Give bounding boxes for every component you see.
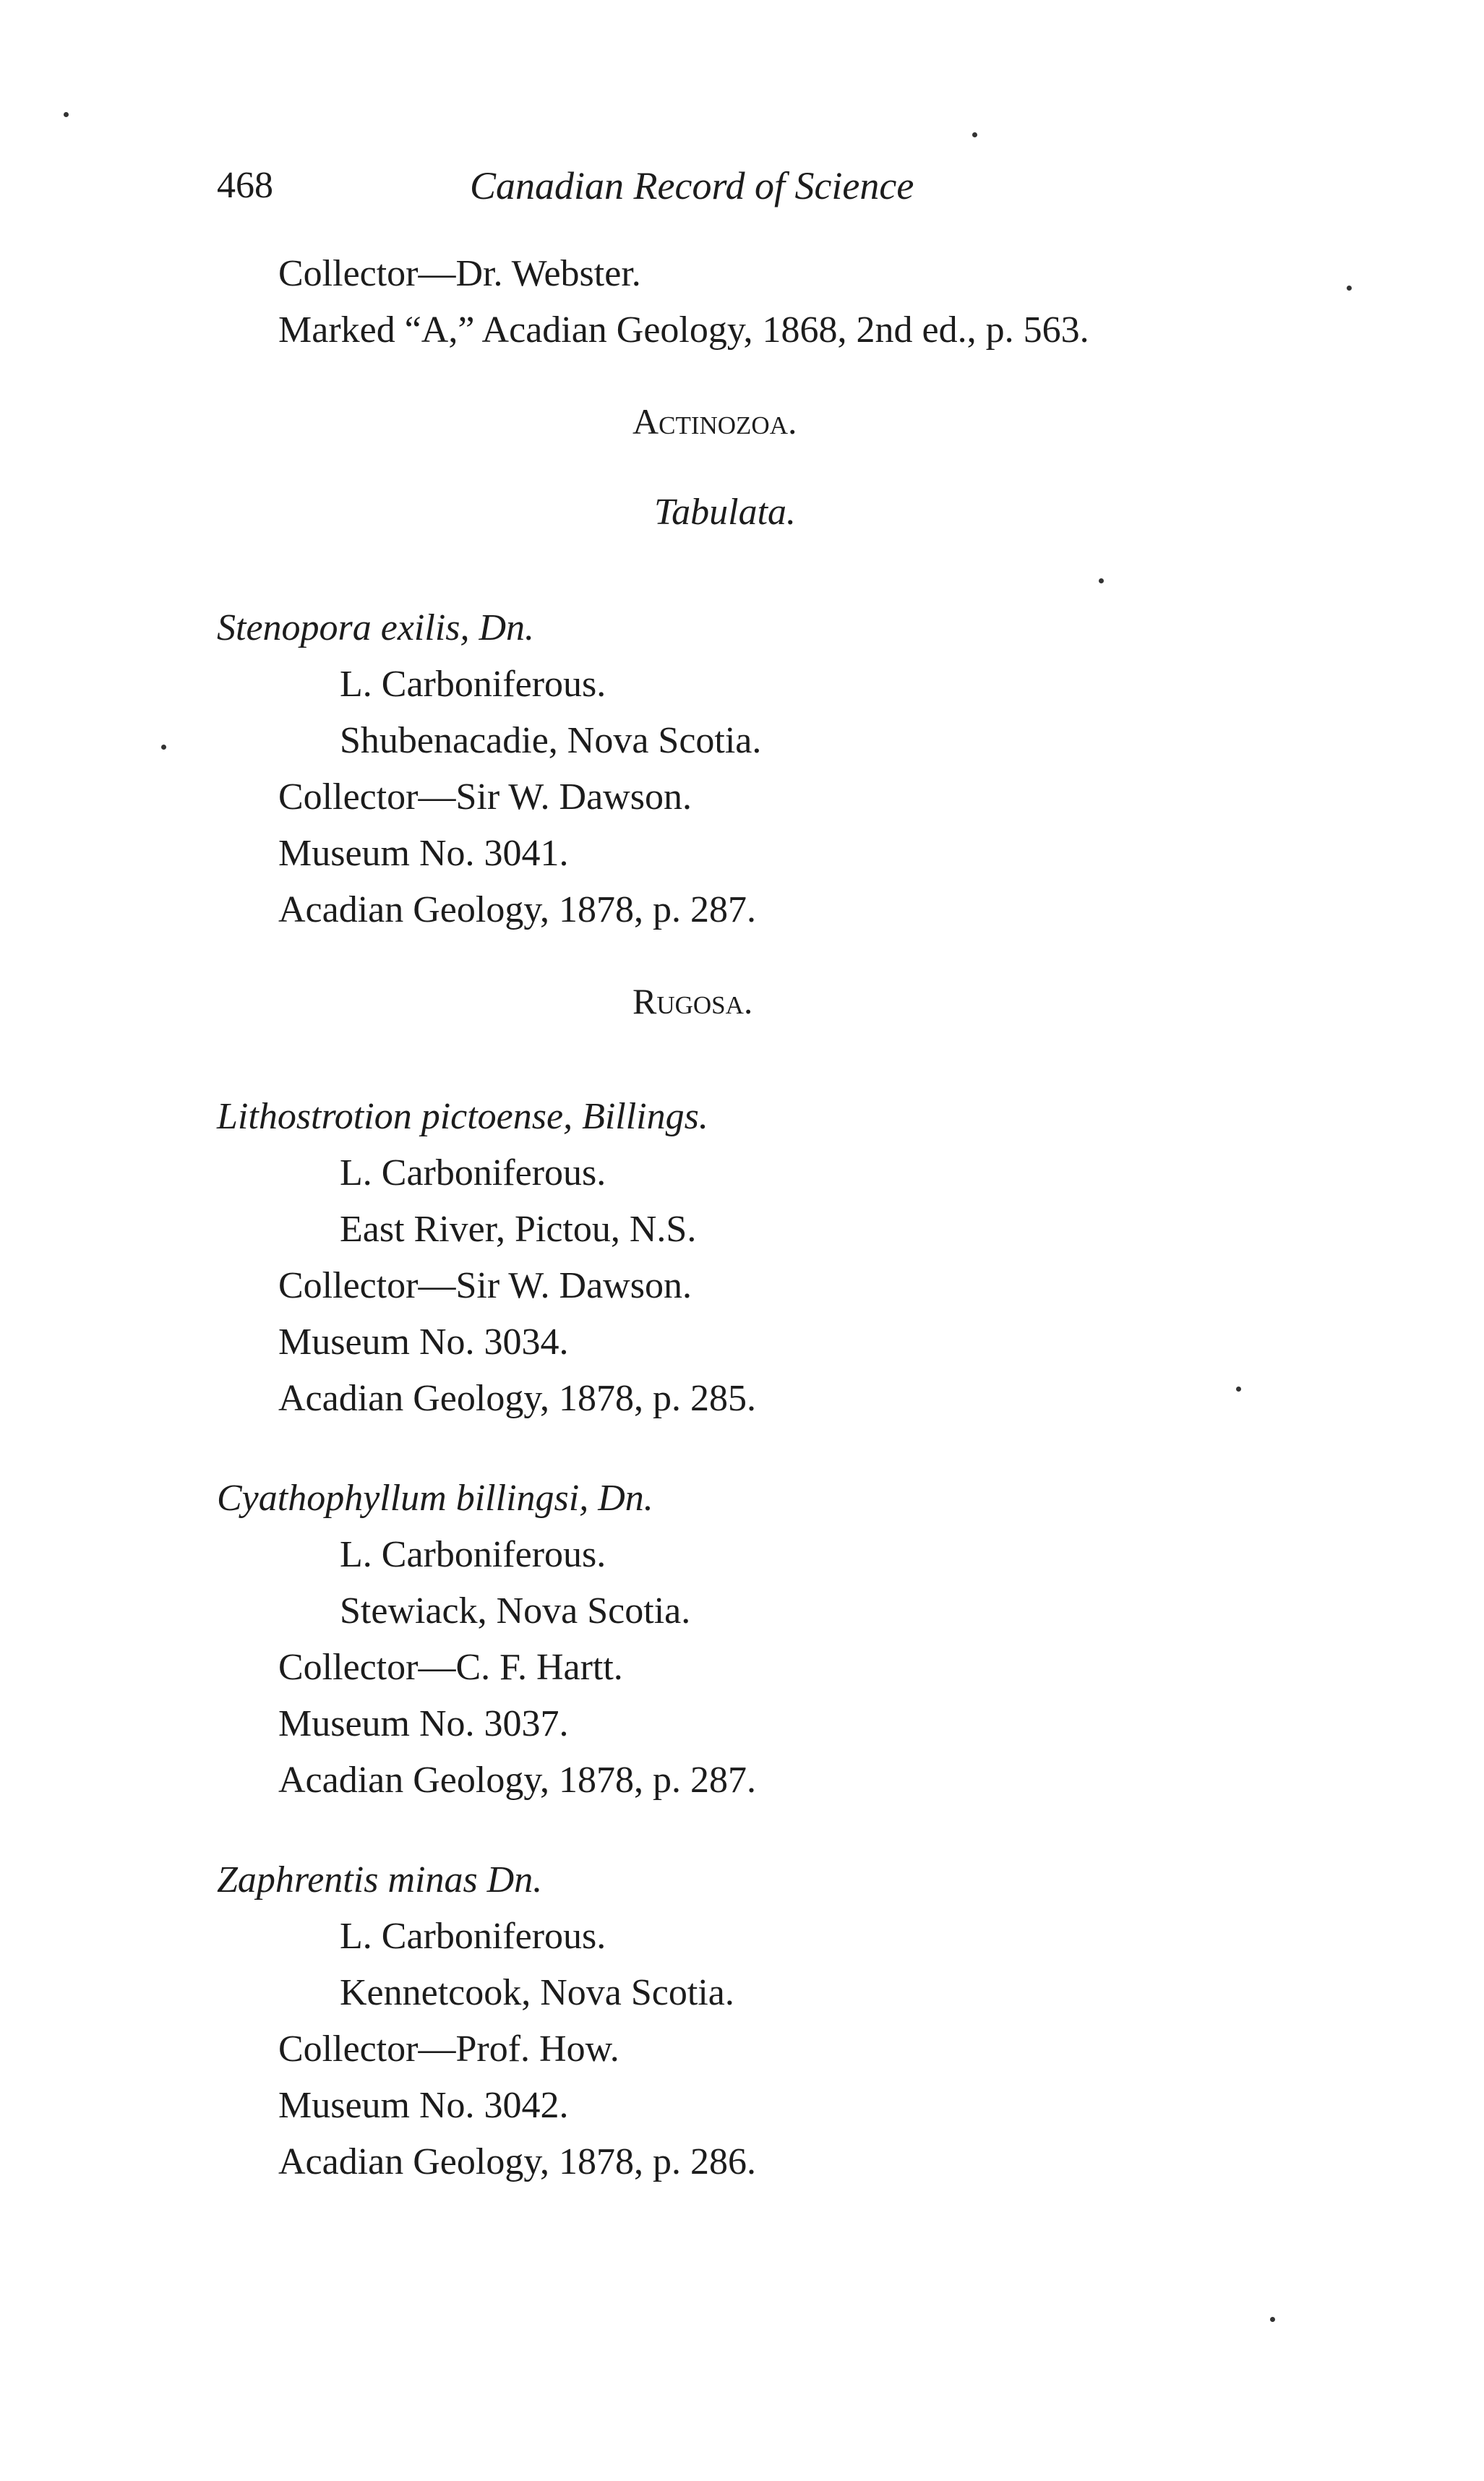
formation-line: L. Carboniferous. <box>340 1152 606 1194</box>
scan-speck <box>64 112 69 117</box>
scan-speck <box>972 132 977 137</box>
scan-speck <box>1099 578 1104 583</box>
section-heading-rugosa: Rugosa. <box>632 981 753 1021</box>
collector-line: Collector—C. F. Hartt. <box>278 1647 623 1688</box>
subsection-heading-tabulata: Tabulata. <box>654 492 797 533</box>
museum-number-line: Museum No. 3034. <box>278 1321 569 1363</box>
running-title: Canadian Record of Science <box>470 164 914 207</box>
locality-line: East River, Pictou, N.S. <box>340 1209 697 1250</box>
specimen-entry <box>217 1852 1301 2190</box>
section-heading-actinozoa: Actinozoa. <box>632 401 797 442</box>
collector-line: Collector—Prof. How. <box>278 2028 619 2070</box>
collector-line: Collector—Sir W. Dawson. <box>278 776 692 818</box>
specimen-entry <box>217 1089 1301 1427</box>
formation-line: L. Carboniferous. <box>340 1916 606 1957</box>
intro-collector-line: Collector—Dr. Webster. <box>278 253 641 294</box>
reference-line: Acadian Geology, 1878, p. 287. <box>278 1760 756 1801</box>
taxon-name: Cyathophyllum billingsi, Dn. <box>217 1478 653 1519</box>
formation-line: L. Carboniferous. <box>340 664 606 705</box>
scan-speck <box>1347 286 1352 291</box>
reference-line: Acadian Geology, 1878, p. 285. <box>278 1378 756 1419</box>
taxon-name: Stenopora exilis, Dn. <box>217 607 535 648</box>
intro-reference-line: Marked “A,” Acadian Geology, 1868, 2nd ed., p. 563. <box>278 309 1089 351</box>
specimen-entry <box>217 600 1301 938</box>
page-number: 468 <box>217 165 273 206</box>
specimen-entry <box>217 1470 1301 1809</box>
taxon-name: Lithostrotion pictoense, Billings. <box>217 1096 708 1137</box>
scan-speck <box>1270 2317 1275 2322</box>
museum-number-line: Museum No. 3042. <box>278 2085 569 2126</box>
reference-line: Acadian Geology, 1878, p. 287. <box>278 889 756 930</box>
museum-number-line: Museum No. 3037. <box>278 1703 569 1744</box>
collector-line: Collector—Sir W. Dawson. <box>278 1265 692 1306</box>
catalogue-text <box>217 246 1301 2190</box>
taxon-name: Zaphrentis minas Dn. <box>217 1859 543 1901</box>
scan-speck <box>161 745 166 750</box>
museum-number-line: Museum No. 3041. <box>278 833 569 874</box>
locality-line: Stewiack, Nova Scotia. <box>340 1590 691 1632</box>
scan-speck <box>1236 1387 1241 1392</box>
formation-line: L. Carboniferous. <box>340 1534 606 1575</box>
page-header <box>217 160 1048 211</box>
locality-line: Shubenacadie, Nova Scotia. <box>340 720 762 761</box>
reference-line: Acadian Geology, 1878, p. 286. <box>278 2141 756 2182</box>
locality-line: Kennetcook, Nova Scotia. <box>340 1972 734 2013</box>
